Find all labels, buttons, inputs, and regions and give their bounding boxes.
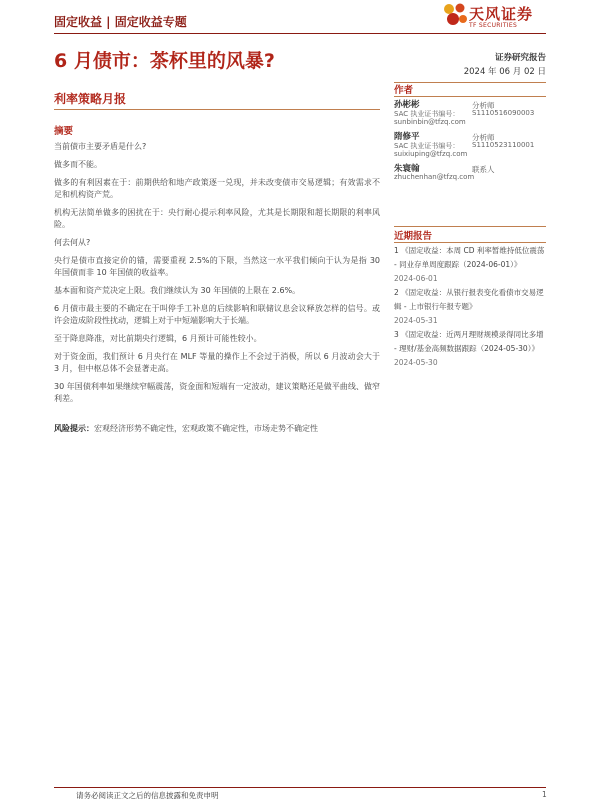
sac-number: S1110523110001 xyxy=(472,141,535,149)
abstract-body xyxy=(54,141,380,441)
author-entry xyxy=(394,98,546,130)
brand-subtitle: TF SECURITIES xyxy=(469,22,518,29)
author-email[interactable]: sunbinbin@tfzq.com xyxy=(394,118,466,126)
subtitle-divider xyxy=(54,109,380,110)
abstract-paragraph: 30 年国债利率如果继续窄幅震荡，资金面和短端有一定波动，建议策略还是做平曲线、做窄利差。 xyxy=(54,382,380,403)
author-name: 孙彬彬 xyxy=(394,100,420,110)
recent-report-item[interactable] xyxy=(394,286,546,328)
recent-report-item[interactable] xyxy=(394,244,546,286)
abstract-paragraph: 基本面和资产荒决定上限。我们继续认为 30 年国债的上限在 2.6%。 xyxy=(54,286,301,295)
sidebar-top-divider xyxy=(394,82,546,83)
abstract-paragraph: 机构无法简单做多的困扰在于：央行耐心提示利率风险，尤其是长期限和超长期限的利率风险。 xyxy=(54,208,380,229)
author-entry xyxy=(394,162,546,194)
recent-reports-list xyxy=(394,244,546,370)
author-role: 分析师 xyxy=(472,101,495,110)
sac-label: SAC 执业证书编号： xyxy=(394,110,460,118)
abstract-paragraph: 何去何从? xyxy=(54,238,91,247)
risk-label: 风险提示： xyxy=(54,424,94,433)
recent-report-title[interactable]: 2 《固定收益：从银行报表变化看债市交易逻辑 - 上市银行年报专题》 xyxy=(394,288,544,311)
author-role: 分析师 xyxy=(472,133,495,142)
recent-report-date: 2024-06-01 xyxy=(394,274,438,283)
author-role: 联系人 xyxy=(472,165,495,174)
report-type: 证券研究报告 xyxy=(494,53,546,63)
recent-reports-top-divider xyxy=(394,226,546,227)
recent-report-title[interactable]: 3 《固定收益：近两月理财规模录得同比多增 - 理财/基金高频数据跟踪（2024-05-30）》 xyxy=(394,330,544,353)
footer-disclaimer: 请务必阅读正文之后的信息披露和免责申明 xyxy=(76,791,219,800)
footer-divider xyxy=(54,787,546,788)
authors-list xyxy=(394,98,546,194)
authors-heading: 作者 xyxy=(394,85,414,96)
author-entry xyxy=(394,130,546,162)
abstract-paragraph: 央行是债市直接定价的锚，需要重视 2.5%的下限，当然这一水平我们倾向于认为是指 30 年国债而非 10 年国债的收益率。 xyxy=(54,256,380,277)
abstract-paragraph: 做多而不能。 xyxy=(54,160,102,169)
recent-reports-heading: 近期报告 xyxy=(394,231,433,242)
abstract-heading: 摘要 xyxy=(54,126,74,137)
abstract-paragraph: 6 月债市最主要的不确定在于叫停手工补息的后续影响和联储议息会议释放怎样的信号。或许会造成阶段性扰动，逻辑上对于中短端影响大于长端。 xyxy=(54,304,380,325)
report-title: 6 月债市：茶杯里的风暴? xyxy=(54,50,275,72)
abstract-paragraph: 至于降息降准，对比前期央行逻辑，6 月预计可能性较小。 xyxy=(54,334,262,343)
page-number: 1 xyxy=(542,790,547,799)
recent-report-date: 2024-05-31 xyxy=(394,316,438,325)
recent-report-date: 2024-05-30 xyxy=(394,358,438,367)
abstract-paragraph: 当前债市主要矛盾是什么? xyxy=(54,142,147,151)
recent-reports-divider xyxy=(394,242,546,243)
recent-report-title[interactable]: 1 《固定收益：本周 CD 利率暂维持低位震荡 - 同业存单周度跟踪（2024-06-01）》 xyxy=(394,246,545,269)
author-email[interactable]: zhuchenhan@tfzq.com xyxy=(394,173,475,181)
recent-report-item[interactable] xyxy=(394,328,546,370)
author-name: 隋修平 xyxy=(394,132,420,142)
header-section-label: 固定收益 | 固定收益专题 xyxy=(54,15,187,29)
abstract-paragraph: 对于资金面，我们预计 6 月央行在 MLF 等量的操作上不会过于消极，所以 6 月波动会大于 3 月，但中枢总体不会显著走高。 xyxy=(54,352,380,373)
report-subtitle: 利率策略月报 xyxy=(54,92,127,106)
risk-text: 宏观经济形势不确定性，宏观政策不确定性，市场走势不确定性 xyxy=(94,424,318,433)
report-date: 2024 年 06 月 02 日 xyxy=(463,67,546,77)
authors-divider xyxy=(394,96,546,97)
author-email[interactable]: suixiuping@tfzq.com xyxy=(394,150,468,158)
author-name: 朱寰翰 xyxy=(394,164,420,174)
brand-name: 天风证券 xyxy=(469,5,534,23)
risk-warning xyxy=(54,423,380,435)
abstract-paragraph: 做多的有利因素在于：前期供给和地产政策逐一兑现，并未改变债市交易逻辑；有效需求不足和机构资产荒。 xyxy=(54,178,380,199)
sac-number: S1110516090003 xyxy=(472,109,535,117)
sac-label: SAC 执业证书编号： xyxy=(394,142,460,150)
header-divider xyxy=(54,33,546,34)
